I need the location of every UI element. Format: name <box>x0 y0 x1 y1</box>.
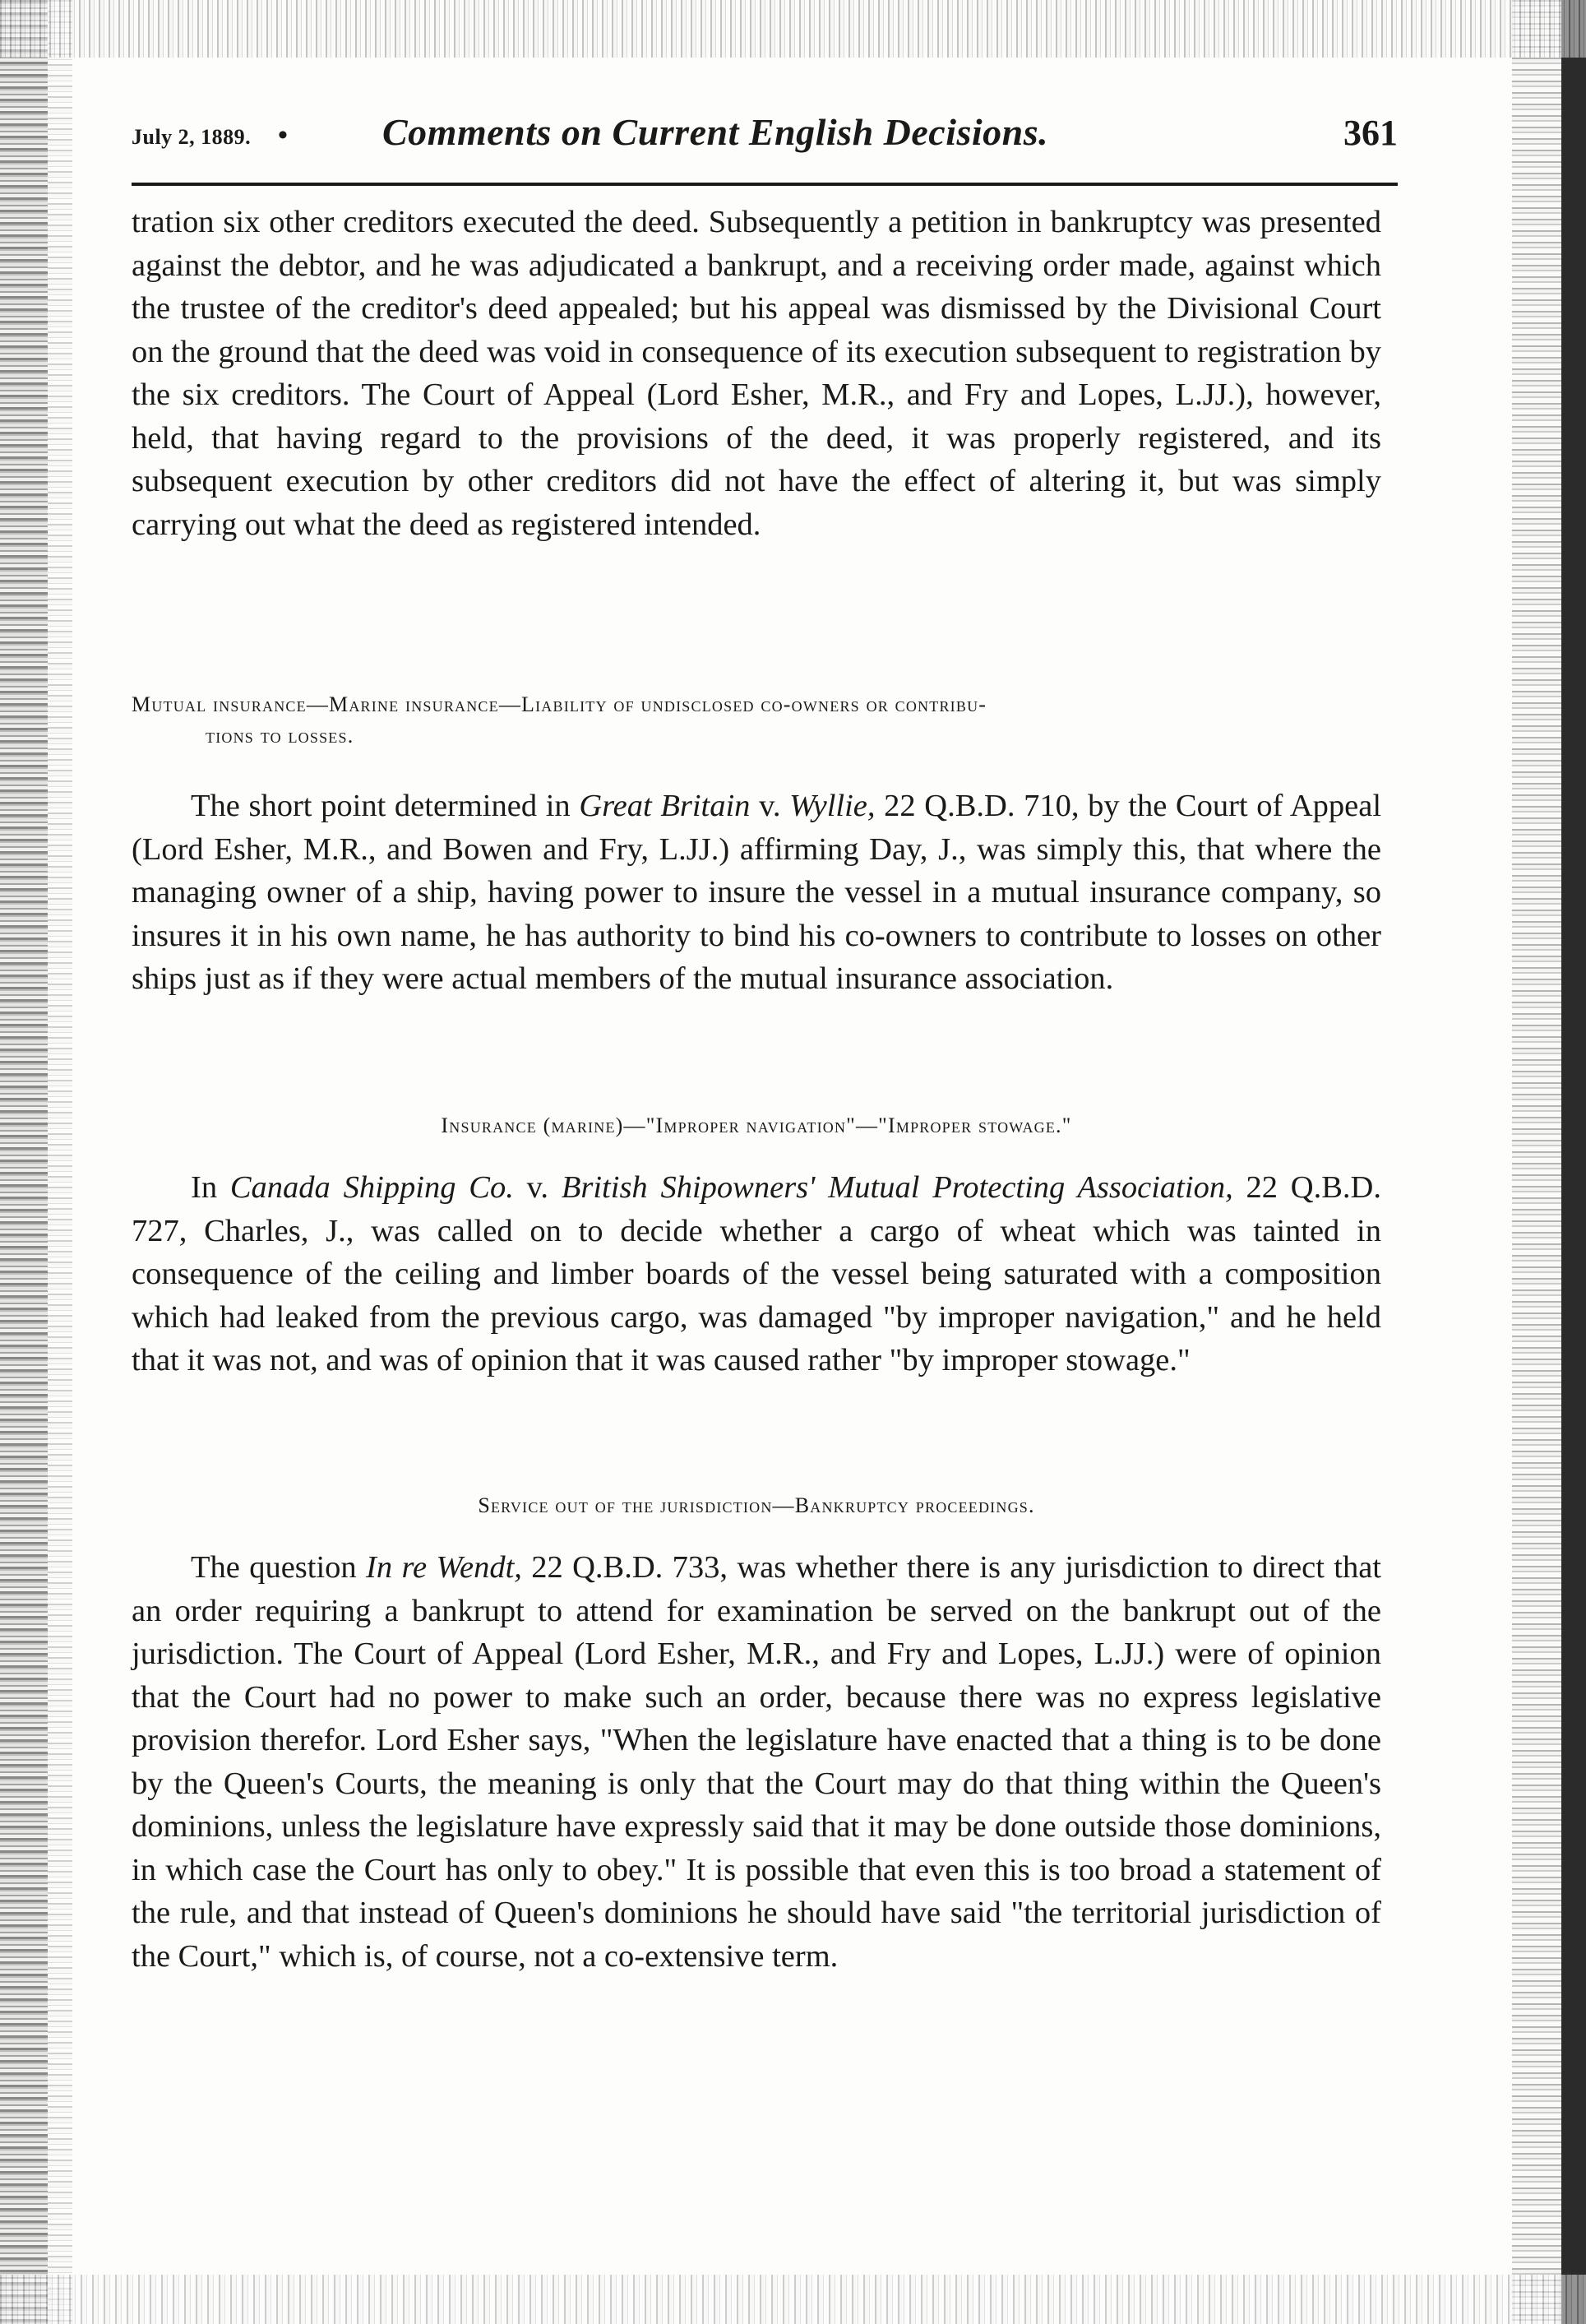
scan-edge-bottom <box>0 2275 1586 2324</box>
paragraph-great-britain-v-wyllie <box>132 785 1381 1001</box>
scan-edge-top <box>0 0 1586 58</box>
scan-edge-left <box>0 0 48 2324</box>
section-heading-insurance-marine <box>132 1110 1381 1141</box>
paragraph-canada-shipping <box>132 1166 1381 1382</box>
header-bullet: • <box>278 120 288 150</box>
paragraph-lead: In <box>191 1170 230 1205</box>
paragraph-lead: The question <box>191 1550 367 1585</box>
scan-edge-right-inner <box>1512 0 1561 2324</box>
paragraph-continuation <box>132 201 1381 546</box>
scan-edge-left-inner <box>48 0 72 2324</box>
paragraph-text: tration six other creditors executed the deed. Subsequently a petition in bankruptcy was presented against the debtor, and he was adjudicated a bankrupt, and a receiving order made, against which the trustee of the creditor's deed appealed; but his appeal was dismissed by the Divisional Court on the ground that the deed was void in consequence of its execution subsequent to registration by the six creditors. The Court of Appeal (Lord Esher, M.R., and Fry and Lopes, L.JJ.), however, held, that having regard to the provisions of the deed, it was properly registered, and its subsequent execution by other creditors did not have the effect of altering it, but was simply carrying out what the deed as registered intended. <box>132 205 1381 542</box>
header-date: July 2, 1889. <box>132 125 252 149</box>
header-title: Comments on Current English Decisions. <box>382 111 1049 153</box>
versus: v. <box>750 789 790 823</box>
heading-text: Service out of the jurisdiction—Bankruptcy proceedings. <box>478 1493 1035 1517</box>
versus: v. <box>513 1170 562 1205</box>
paragraph-text: 22 Q.B.D. 727, Charles, J., was called on to decide whether a cargo of wheat which was tainted in consequence of the ceiling and limber boards of the vessel being saturated with a composition which had leaked from the previous cargo, was damaged "by improper navigation," and he held that it was not, and was of opinion that it was caused rather "by improper stowage." <box>132 1170 1381 1377</box>
page-number: 361 <box>1343 113 1398 153</box>
heading-line-2: tions to losses. <box>206 724 354 748</box>
running-head <box>132 107 1398 156</box>
case-name-2: Wyllie, <box>789 789 876 823</box>
paragraph-text: 22 Q.B.D. 710, by the Court of Appeal (Lord Esher, M.R., and Bowen and Fry, L.JJ.) affirming Day, J., was simply this, that where the managing owner of a ship, having power to insure the vessel in a mutual insurance company, so insures it in his own name, he has authority to bind his co-owners to contribute to losses on other ships just as if they were actual members of the mutual insurance association. <box>132 789 1382 996</box>
paragraph-text: 22 Q.B.D. 733, was whether there is any jurisdiction to direct that an order requiring a bankrupt to attend for examination be served on the bankrupt out of the jurisdiction. The Court of Appeal (Lord Esher, M.R., and Fry and Lopes, L.JJ.) were of opinion that the Court had no power to make such an order, because there was no express legislative provision therefor. Lord Esher says, "When the legislature have enacted that a thing is to be done by the Queen's Courts, the meaning is only that the Court may do that thing within the Queen's dominions, unless the legislature have expressly said that it may be done outside those dominions, in which case the Court has only to obey." It is possible that even this is too broad a statement of the rule, and that instead of Queen's dominions he should have said "the territorial jurisdiction of the Court," which is, of course, not a co-extensive term. <box>132 1550 1381 1974</box>
scan-edge-right <box>1561 0 1586 2324</box>
case-name-2: British Shipowners' Mutual Protecting Association, <box>561 1170 1233 1205</box>
case-name: Canada Shipping Co. <box>229 1170 514 1205</box>
paragraph-lead: The short point determined in <box>191 789 580 823</box>
header-rule <box>132 183 1398 186</box>
section-heading-mutual-insurance <box>132 689 1381 752</box>
case-name: Great Britain <box>579 789 751 823</box>
case-name: In re Wendt, <box>366 1550 522 1585</box>
section-heading-service-jurisdiction <box>132 1490 1381 1521</box>
heading-line-1: Mutual insurance—Marine insurance—Liability of undisclosed co-owners or contribu- <box>132 692 987 716</box>
paragraph-in-re-wendt <box>132 1546 1381 1978</box>
heading-text: Insurance (marine)—"Improper navigation"—"Improper stowage." <box>441 1113 1072 1137</box>
